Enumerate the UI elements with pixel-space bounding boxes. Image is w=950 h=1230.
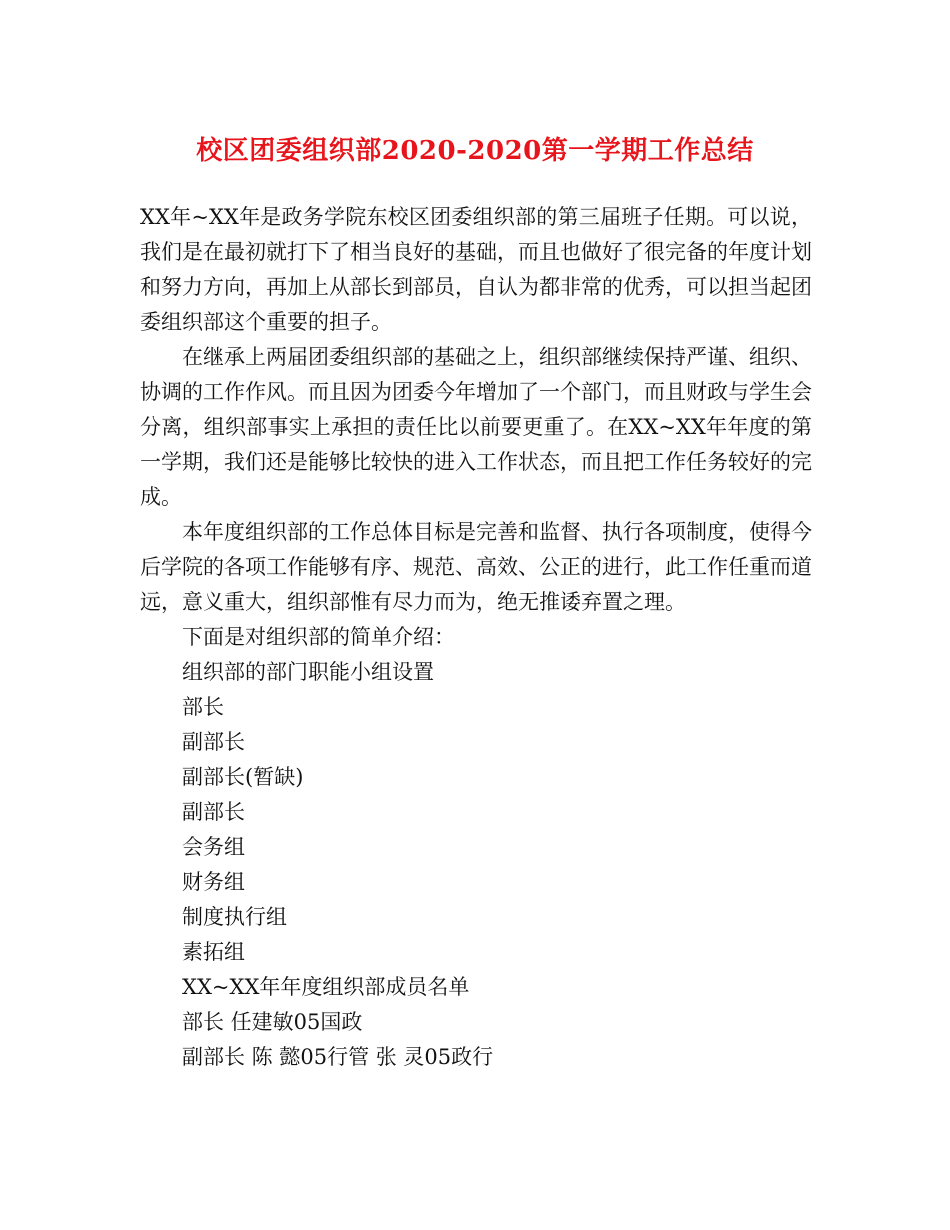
line-role-vice-minister-vacant: 副部长(暂缺) <box>182 765 304 789</box>
line-introduction: 下面是对组织部的简单介绍： <box>182 625 455 649</box>
paragraph-intro: XX年~XX年是政务学院东校区团委组织部的第三届班子任期。可以说，我们是在最初就打下了相当良好的基础，而且也做好了很完备的年度计划和努力方向，再加上从部长到部员，自认为都非常的优秀，可以担当起团委组织部这个重要的担子。 <box>140 205 812 334</box>
line-member-minister: 部长 任建敏05国政 <box>182 1010 363 1034</box>
line-group-development: 素拓组 <box>182 940 245 964</box>
line-role-vice-minister-1: 副部长 <box>182 730 245 754</box>
line-group-regulation: 制度执行组 <box>182 905 287 929</box>
line-group-finance: 财务组 <box>182 870 245 894</box>
line-member-list-title: XX~XX年年度组织部成员名单 <box>182 975 470 999</box>
document-body <box>140 200 812 1075</box>
paragraph-goal: 本年度组织部的工作总体目标是完善和监督、执行各项制度，使得今后学院的各项工作能够有序、规范、高效、公正的进行，此工作任重而道远，意义重大，组织部惟有尽力而为，绝无推诿弃置之理。 <box>140 520 812 614</box>
line-role-minister: 部长 <box>182 695 224 719</box>
paragraph-work-style: 在继承上两届团委组织部的基础之上，组织部继续保持严谨、组织、协调的工作作风。而且因为团委今年增加了一个部门，而且财政与学生会分离，组织部事实上承担的责任比以前要更重了。在XX~XX年年度的第一学期，我们还是能够比较快的进入工作状态，而且把工作任务较好的完成。 <box>140 345 812 509</box>
line-group-settings: 组织部的部门职能小组设置 <box>182 660 434 684</box>
document-title: 校区团委组织部2020-2020第一学期工作总结 <box>196 136 754 166</box>
line-group-meeting: 会务组 <box>182 835 245 859</box>
line-role-vice-minister-2: 副部长 <box>182 800 245 824</box>
line-member-vice-ministers: 副部长 陈 懿05行管 张 灵05政行 <box>182 1045 494 1069</box>
